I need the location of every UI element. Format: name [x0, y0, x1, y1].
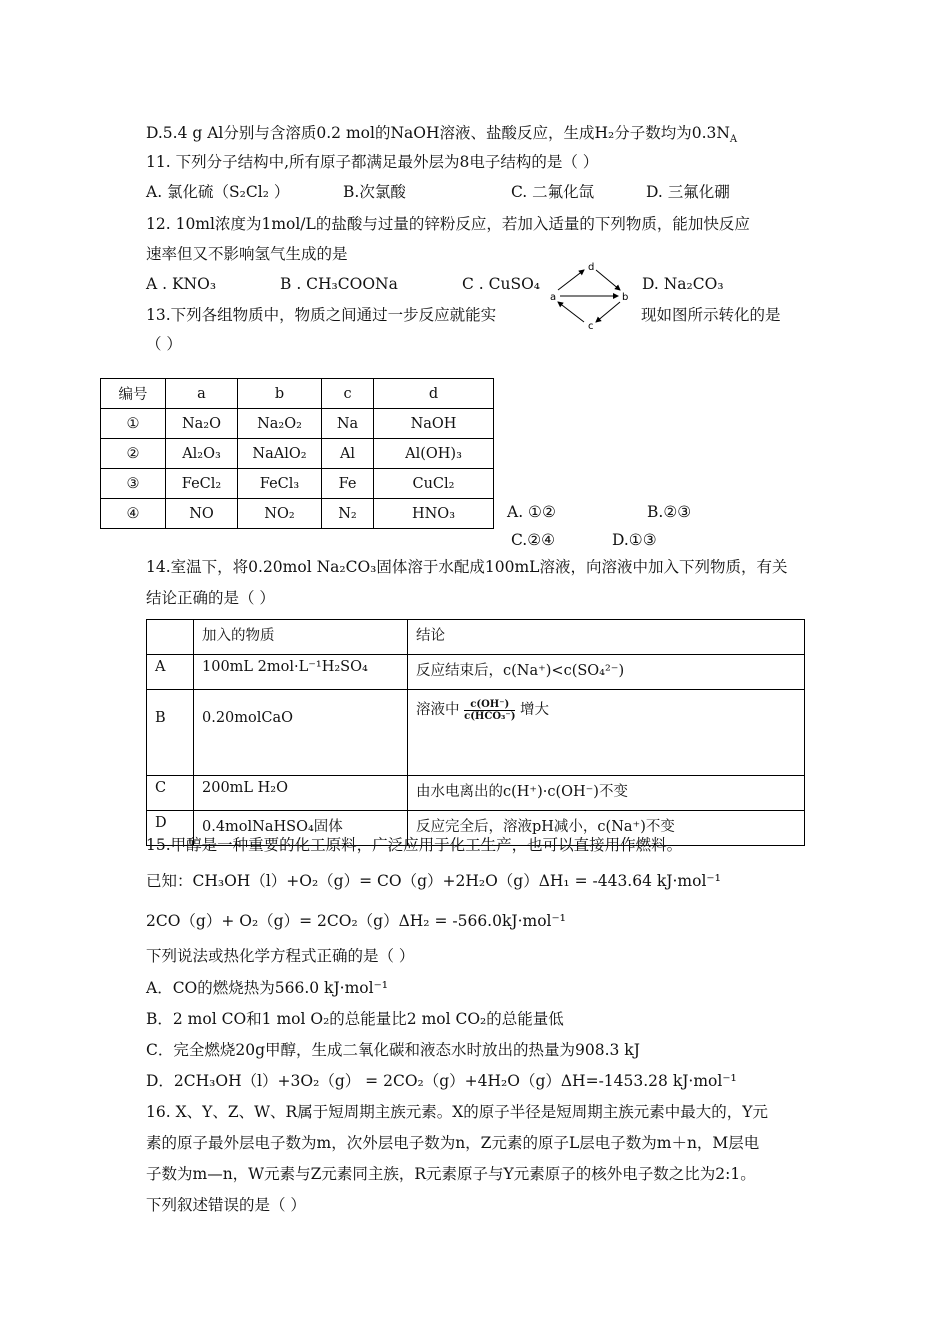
q12-option-b: B . CH₃COONa — [280, 275, 398, 293]
q12-option-a: A . KNO₃ — [146, 275, 217, 293]
table-cell: Al(OH)₃ — [374, 439, 494, 469]
table-cell: Fe — [322, 469, 374, 499]
table-header: b — [238, 379, 322, 409]
q15-question: 下列说法或热化学方程式正确的是（ ） — [146, 947, 415, 965]
table-cell: NO — [166, 499, 238, 529]
q13-stem-right: 现如图所示转化的是 — [641, 306, 781, 324]
table-header-row — [147, 620, 805, 655]
q11-option-c: C. 二氟化氙 — [511, 183, 595, 201]
q15-option-d: D．2CH₃OH（l）+3O₂（g） = 2CO₂（g）+4H₂O（g）ΔH=-1453.28 kJ·mol⁻¹ — [146, 1072, 737, 1090]
table-cell — [408, 690, 805, 776]
table-cell: ② — [101, 439, 166, 469]
q14-stem-line2: 结论正确的是（ ） — [146, 589, 275, 607]
q11-stem: 11. 下列分子结构中,所有原子都满足最外层为8电子结构的是（ ） — [146, 153, 599, 171]
q11-option-b: B.次氯酸 — [343, 183, 406, 201]
q15-option-a: A．CO的燃烧热为566.0 kJ·mol⁻¹ — [146, 979, 388, 997]
table-cell: Al₂O₃ — [166, 439, 238, 469]
table-cell: Na₂O₂ — [238, 409, 322, 439]
table-cell: ③ — [101, 469, 166, 499]
q14-table — [146, 619, 805, 846]
q13-option-c: C.②④ — [511, 531, 556, 549]
table-header: 加入的物质 — [194, 620, 408, 655]
conversion-diagram — [548, 258, 632, 332]
table-cell: 由水电离出的c(H⁺)·c(OH⁻)不变 — [408, 776, 805, 811]
table-row — [147, 655, 805, 690]
table-cell: ① — [101, 409, 166, 439]
q13-table — [100, 378, 494, 529]
table-row — [147, 776, 805, 811]
table-cell: 0.4molNaHSO₄固体 — [194, 811, 408, 846]
q15-option-c: C．完全燃烧20g甲醇，生成二氧化碳和液态水时放出的热量为908.3 kJ — [146, 1041, 640, 1059]
q10-option-d: D.5.4 g Al分别与含溶质0.2 mol的NaOH溶液、盐酸反应，生成H₂分子数均为$0.3N_A$ — [146, 124, 738, 146]
table-row — [101, 499, 494, 529]
q13-stem-left: 13.下列各组物质中，物质之间通过一步反应就能实 — [146, 306, 497, 324]
table-cell: CuCl₂ — [374, 469, 494, 499]
table-header-row — [101, 379, 494, 409]
arrow-d-b — [596, 270, 620, 290]
q13-option-a: A. ①② — [507, 503, 556, 521]
q12-stem-line1: 12. 10ml浓度为1mol/L的盐酸与过量的锌粉反应，若加入适量的下列物质，能加快反应 — [146, 215, 750, 233]
arrow-a-d — [558, 270, 584, 290]
table-header: d — [374, 379, 494, 409]
q14-stem-line1: 14.室温下，将0.20mol Na₂CO₃固体溶于水配成100mL溶液，向溶液中加入下列物质，有关 — [146, 558, 788, 576]
table-cell: C — [147, 776, 194, 811]
table-row — [101, 439, 494, 469]
table-cell: 反应结束后，c(Na⁺)<c(SO₄²⁻) — [408, 655, 805, 690]
q15-known-eq1: 已知：CH₃OH（l）+O₂（g）= CO（g）+2H₂O（g）ΔH₁ = -443.64 kJ·mol⁻¹ — [146, 872, 721, 890]
table-cell: 0.20molCaO — [194, 690, 408, 776]
q16-line3: 子数为m—n，W元素与Z元素同主族，R元素原子与Y元素原子的核外电子数之比为2:1。 — [146, 1165, 756, 1183]
diagram-node-a: a — [550, 292, 557, 303]
table-cell: FeCl₃ — [238, 469, 322, 499]
table-cell: 200mL H₂O — [194, 776, 408, 811]
table-header: c — [322, 379, 374, 409]
table-row — [147, 690, 805, 776]
q11-option-a: A. 氯化硫（S₂Cl₂ ） — [146, 183, 290, 201]
q13-option-d: D.①③ — [612, 531, 657, 549]
q12-option-c: C . CuSO₄ — [462, 275, 541, 293]
conclusion-suffix: 增大 — [520, 702, 550, 718]
table-cell: ④ — [101, 499, 166, 529]
table-cell: NO₂ — [238, 499, 322, 529]
fraction — [464, 699, 515, 722]
diagram-node-c: c — [588, 321, 594, 332]
table-cell: B — [147, 690, 194, 776]
table-cell: HNO₃ — [374, 499, 494, 529]
table-cell: 反应完全后，溶液pH减小，c(Na⁺)不变 — [408, 811, 805, 846]
diagram-node-b: b — [622, 292, 629, 303]
q16-line4: 下列叙述错误的是（ ） — [146, 1196, 306, 1214]
table-header: 结论 — [408, 620, 805, 655]
arrow-c-a — [558, 302, 584, 322]
arrow-b-c — [596, 302, 620, 322]
table-cell: NaOH — [374, 409, 494, 439]
table-header — [147, 620, 194, 655]
table-cell: N₂ — [322, 499, 374, 529]
table-cell: Na₂O — [166, 409, 238, 439]
table-header: a — [166, 379, 238, 409]
q12-option-d: D. Na₂CO₃ — [642, 275, 724, 293]
q15-stem: 15.甲醇是一种重要的化工原料，广泛应用于化工生产，也可以直接用作燃料。 — [146, 836, 683, 854]
q15-option-b: B．2 mol CO和1 mol O₂的总能量比2 mol CO₂的总能量低 — [146, 1010, 564, 1028]
table-header: 编号 — [101, 379, 166, 409]
table-row — [101, 469, 494, 499]
table-row — [101, 409, 494, 439]
q13-option-b: B.②③ — [647, 503, 692, 521]
q15-known-eq2: 2CO（g）+ O₂（g）= 2CO₂（g）ΔH₂ = -566.0kJ·mol⁻¹ — [146, 912, 566, 930]
q13-answer-paren: （ ） — [146, 335, 182, 353]
table-cell: Al — [322, 439, 374, 469]
table-cell: FeCl₂ — [166, 469, 238, 499]
table-cell: Na — [322, 409, 374, 439]
conclusion-prefix: 溶液中 — [416, 702, 460, 718]
diagram-node-d: d — [588, 262, 595, 273]
q16-line2: 素的原子最外层电子数为m，次外层电子数为n，Z元素的原子L层电子数为m＋n，M层电 — [146, 1134, 760, 1152]
fraction-numerator: c(OH⁻) — [464, 699, 515, 711]
table-cell: D — [147, 811, 194, 846]
q12-stem-line2: 速率但又不影响氢气生成的是 — [146, 245, 348, 263]
q11-option-d: D. 三氟化硼 — [646, 183, 730, 201]
q16-line1: 16. X、Y、Z、W、R属于短周期主族元素。X的原子半径是短周期主族元素中最大的，Y元 — [146, 1103, 768, 1121]
table-cell: NaAlO₂ — [238, 439, 322, 469]
table-cell: A — [147, 655, 194, 690]
fraction-denominator: c(HCO₃⁻) — [464, 710, 516, 722]
table-cell: 100mL 2mol·L⁻¹H₂SO₄ — [194, 655, 408, 690]
